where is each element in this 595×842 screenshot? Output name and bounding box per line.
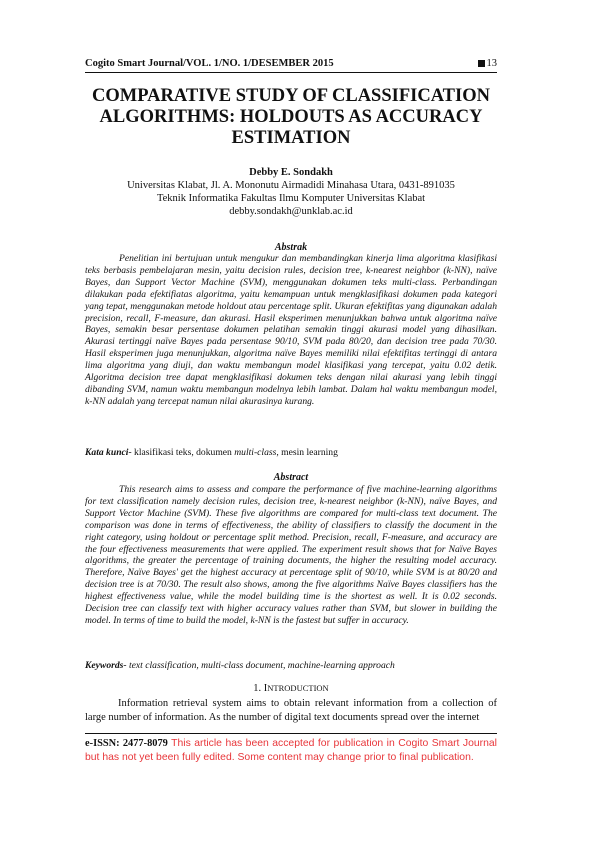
kata-kunci-label: Kata kunci-	[85, 447, 132, 458]
footer-notice: This article has been accepted for publication in Cogito Smart Journal but has not yet been fully edited. Some content may change prior to final publication.	[85, 738, 497, 763]
kata-kunci	[85, 447, 497, 459]
author-name: Debby E. Sondakh	[249, 167, 333, 178]
author-affiliation-2: Teknik Informatika Fakultas Ilmu Komputer Universitas Klabat	[156, 193, 426, 204]
author-block	[85, 166, 497, 218]
kata-kunci-part2: , mesin learning	[276, 447, 338, 458]
author-affiliation-1: Universitas Klabat, Jl. A. Mononutu Airmadidi Minahasa Utara, 0431-891035	[127, 180, 455, 191]
keywords-text: text classification, multi-class document, machine-learning approach	[126, 660, 395, 671]
abstrak-text: Penelitian ini bertujuan untuk mengukur dan membandingkan kinerja lima algoritma klasifikasi teks berbasis pembelajaran mesin, yaitu decision rules, decision tree, k-nearest neighbor (k-NN), naïve Bayes, dan Support Vector Machine (SVM), menggunakan dokumen teks multi-class. Perbandingan dilakukan pada efektifiatas algoritma, yaitu kemampuan untuk mengklasifikasi dokumen pada kategori yang tepat, menggunakan metode holdout atau percentage split. Ukuran efektifitas yang digunakan adalah precision, recall, F-measure, dan akurasi. Hasil eksperimen menunjukkan bahwa untuk algoritma naïve Bayes, semakin besar persentase dokumen pelatihan semakin tinggi akurasi model yang dihasilkan. Akurasi tertinggi naïve Bayes pada persentase 90/10, SVM pada 80/20, dan decision tree pada 70/30. Hasil eksperimen juga menunjukkan, algoritma naïve Bayes memiliki nilai efektifitas tertinggi di antara lima algoritma yang diuji, dan waktu membangun model klasifikasi yang tercepat, yaitu 0.02 detik. Algoritma decision tree dapat mengklasifikasi dokumen teks dengan nilai akurasi yang lebih tinggi dibanding SVM, namun waktu membangun modelnya lebih lambat. Dalam hal waktu membangun model, k-NN adalah yang tercepat namun nilai akurasinya kurang.	[85, 253, 497, 407]
section-initial: I	[263, 683, 268, 694]
header-rule	[85, 72, 497, 73]
section-rest: NTRODUCTION	[267, 683, 329, 693]
abstrak-heading: Abstrak	[274, 242, 308, 253]
kata-kunci-italic: multi-class	[234, 447, 277, 458]
abstract-text: This research aims to assess and compare the performance of five machine-learning algorithms for text classification namely decision rules, decision tree, k-nearest neighbor (k-NN), naïve Bayes, and Support Vector Machine (SVM). These five algorithms are compared for multi-class text document. The comparison was done in terms of effectiveness, the ability of classifiers to classify the document in the right category, using holdout or percentage split method. Precision, recall, F-measure, and accuracy are the four effectiveness measurements that were applied. The experiment result shows that for Naïve Bayes algorithms, the greater the percentage of training documents, the higher the resulting model accuracy. Therefore, Naïve Bayes' get the highest accuracy at percentage split of 90/10, while SVM is at 80/20 and decision tree is at 70/30. The result also shows, among the five algorithms Naïve Bayes classifiers has the highest effectiveness value, while the model building time is the shortest as well. It is 0.02 seconds. Decision tree can classify text with higher accuracy values rather than SVM, but slower in building the model. In terms of time to build the model, k-NN is the fastest but suffer in accuracy.	[85, 484, 497, 626]
footer-rule	[85, 733, 497, 734]
keywords-label: Keywords-	[85, 660, 127, 671]
section-heading-introduction	[85, 683, 497, 694]
keywords	[85, 660, 497, 672]
page-number-block	[478, 58, 498, 69]
running-header	[85, 58, 497, 69]
journal-name: Cogito Smart Journal/VOL. 1/NO. 1/DESEMBER 2015	[85, 58, 334, 69]
footer-issn: e-ISSN: 2477-8079	[85, 738, 168, 749]
abstract-heading: Abstract	[273, 472, 309, 483]
kata-kunci-part1: klasifikasi teks, dokumen	[131, 447, 235, 458]
author-email: debby.sondakh@unklab.ac.id	[229, 206, 353, 217]
intro-paragraph: Information retrieval system aims to obtain relevant information from a collection of large number of information. As the number of digital text documents spread over the internet	[85, 698, 497, 723]
footer-notice-block	[85, 737, 497, 765]
section-number: 1.	[253, 683, 262, 694]
square-bullet-icon	[478, 60, 485, 67]
page-number: 13	[486, 58, 497, 69]
paper-title: COMPARATIVE STUDY OF CLASSIFICATION ALGORITHMS: HOLDOUTS AS ACCURACY ESTIMATION	[92, 86, 490, 148]
